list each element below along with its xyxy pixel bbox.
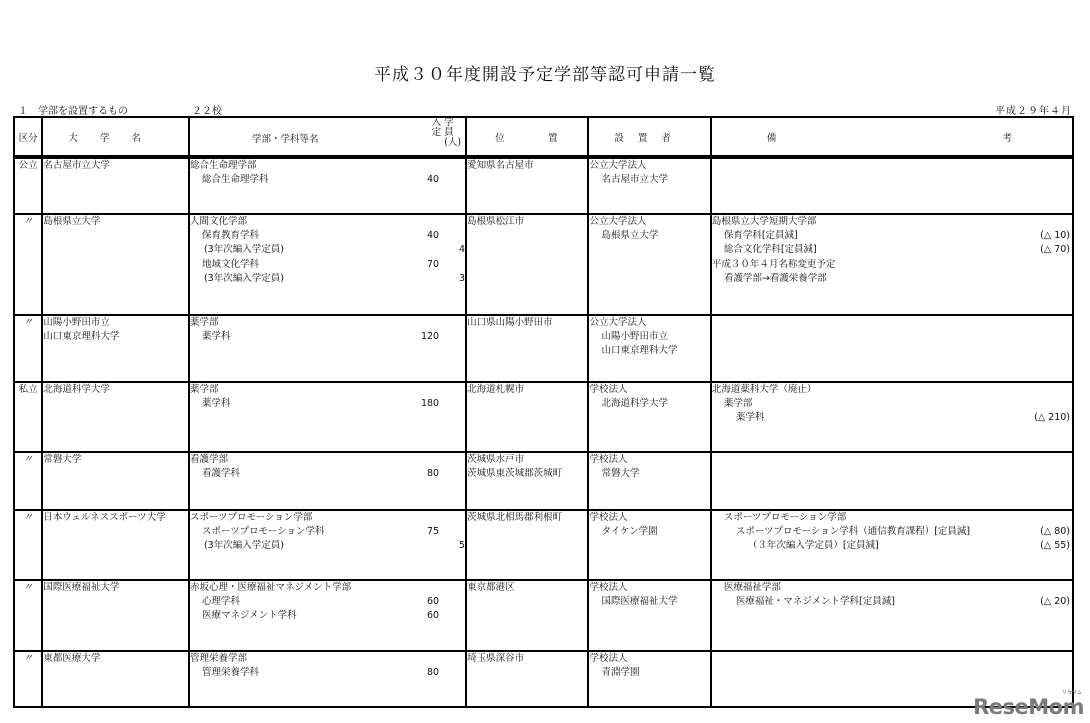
faculty-line (190, 467, 465, 481)
notes-cell (711, 452, 1073, 510)
header-faculty-label: 学部・学科等名 (251, 134, 319, 145)
enrollment-capacity: 180 (420, 398, 440, 410)
faculty-line (190, 595, 465, 609)
enrollment-capacity: 75 (427, 526, 440, 538)
note-text: 医療福祉学部 (723, 582, 781, 593)
university-cell (42, 651, 189, 707)
header-notes-b: 考 (1002, 132, 1012, 144)
faculty-line (190, 272, 465, 286)
notes-cell (711, 214, 1073, 315)
header-notes-a: 備 (766, 132, 777, 144)
enrollment-capacity: 60 (427, 610, 440, 622)
establisher-line: 常磐大学 (601, 468, 640, 480)
notes-cell (711, 157, 1073, 214)
establisher-line: 学校法人 (589, 512, 628, 523)
header-university-label: 大学名 (68, 132, 163, 144)
note-line (712, 581, 1072, 595)
note-line (712, 595, 1072, 609)
header-capacity (415, 118, 461, 148)
kubun-cell: 〃 (14, 315, 42, 382)
faculty-line (190, 383, 465, 397)
faculty-line (190, 652, 465, 666)
university-cell (42, 510, 189, 580)
header-kubun: 区分 (14, 117, 42, 157)
establisher-cell (588, 382, 710, 452)
faculty-name: 人間文化学部 (189, 216, 247, 227)
faculty-name: 薬学部 (189, 317, 219, 328)
location-cell (466, 214, 588, 315)
faculty-cell (189, 157, 466, 214)
establisher-line: 名古屋市立大学 (601, 174, 668, 186)
enrollment-capacity: 80 (427, 667, 440, 679)
faculty-cell (189, 382, 466, 452)
notes-cell (711, 580, 1073, 651)
table-row (14, 315, 1073, 382)
university-name-line: 名古屋市立大学 (43, 160, 110, 171)
capacity-reduction: (△ 20) (1040, 596, 1070, 608)
note-line (712, 243, 1072, 257)
note-line (712, 272, 1072, 286)
enrollment-capacity: 40 (427, 174, 440, 186)
establisher-line: 学校法人 (589, 454, 628, 465)
location-line: 茨城県北相馬郡利根町 (467, 512, 563, 523)
university-cell (42, 382, 189, 452)
faculty-line (190, 258, 465, 272)
note-line (712, 397, 1072, 411)
faculty-cell (189, 651, 466, 707)
establisher-cell (588, 510, 710, 580)
header-capacity-line2: 定員 (431, 127, 457, 138)
faculty-line (190, 525, 465, 539)
faculty-cell (189, 315, 466, 382)
watermark-text: ReseMom (973, 695, 1084, 719)
faculty-name: (3年次編入学定員) (203, 540, 284, 552)
university-name-line: 日本ウェルネススポーツ大学 (43, 512, 166, 523)
header-university (42, 117, 189, 157)
faculty-line (190, 243, 465, 257)
application-table (13, 116, 1074, 708)
section-label-text: １ 学部を設置するもの (18, 106, 128, 117)
header-establisher (588, 117, 710, 157)
faculty-cell (189, 510, 466, 580)
establisher-line: 国際医療福祉大学 (601, 596, 678, 608)
faculty-line (190, 453, 465, 467)
capacity-reduction: (△ 210) (1034, 412, 1070, 424)
faculty-line (190, 173, 465, 187)
faculty-cell (189, 580, 466, 651)
header-location-a: 位 (495, 132, 505, 144)
table-row (14, 510, 1073, 580)
notes-cell (711, 315, 1073, 382)
establisher-line: 島根県立大学 (601, 230, 659, 242)
header-faculty (189, 117, 466, 157)
university-cell (42, 214, 189, 315)
note-line (712, 258, 1072, 272)
faculty-name: スポーツプロモーション学科 (201, 526, 325, 538)
kubun-cell: 〃 (14, 651, 42, 707)
university-name-line: 北海道科学大学 (43, 384, 110, 395)
location-line: 東京都港区 (467, 582, 515, 593)
faculty-name: 薬学科 (201, 398, 231, 410)
location-cell (466, 157, 588, 214)
document-title: 平成３０年度開設予定学部等認可申請一覧 (374, 65, 716, 85)
notes-cell (711, 382, 1073, 452)
university-cell (42, 157, 189, 214)
establisher-line: 山陽小野田市立 (601, 331, 668, 343)
establisher-cell (588, 452, 710, 510)
location-line: 北海道札幌市 (467, 384, 525, 395)
establisher-line: 山口東京理科大学 (601, 345, 678, 357)
establisher-line: 青淵学園 (601, 667, 640, 679)
note-text: 総合文化学科[定員減] (723, 244, 817, 256)
faculty-line (190, 330, 465, 344)
establisher-line: 公立大学法人 (589, 160, 647, 171)
enrollment-capacity: 60 (427, 596, 440, 608)
kubun-cell: 公立 (14, 157, 42, 214)
university-name-line: 島根県立大学 (43, 216, 101, 227)
document-date: 平成２９年４月 (995, 106, 1072, 117)
establisher-cell (588, 580, 710, 651)
university-cell (42, 580, 189, 651)
note-text: 保育学科[定員減] (723, 230, 798, 242)
enrollment-capacity: 70 (427, 258, 440, 270)
establisher-cell (588, 157, 710, 214)
note-text: 薬学部 (723, 398, 753, 410)
faculty-name: 赤坂心理・医療福祉マネジメント学部 (189, 582, 352, 593)
location-line: 島根県松江市 (467, 216, 525, 227)
table-row (14, 580, 1073, 651)
faculty-line (190, 581, 465, 595)
capacity-reduction: (△ 10) (1040, 230, 1070, 242)
location-line: 山口県山陽小野田市 (467, 317, 553, 328)
university-cell (42, 452, 189, 510)
faculty-name: 総合生命理学科 (201, 174, 269, 186)
establisher-line: 学校法人 (589, 384, 628, 395)
enrollment-capacity: 5 (459, 540, 466, 552)
faculty-line (190, 511, 465, 525)
header-location (466, 117, 588, 157)
note-line (712, 539, 1072, 553)
capacity-reduction: (△ 55) (1040, 540, 1070, 552)
location-line: 埼玉県深谷市 (467, 653, 525, 664)
note-line (712, 383, 1072, 397)
location-line: 茨城県東茨城郡茨城町 (467, 468, 563, 480)
enrollment-capacity: 4 (459, 244, 466, 256)
note-text: （３年次編入学定員）[定員減] (747, 540, 879, 552)
table-row (14, 157, 1073, 214)
header-capacity-unit: (人) (444, 137, 462, 148)
note-line (712, 215, 1072, 229)
note-text: 看護学部→看護栄養学部 (723, 272, 827, 284)
faculty-name: 医療マネジメント学科 (201, 610, 297, 622)
location-cell (466, 580, 588, 651)
note-text: 平成３０年４月名称変更予定 (711, 258, 836, 270)
kubun-cell: 〃 (14, 452, 42, 510)
university-cell (42, 315, 189, 382)
note-line (712, 511, 1072, 525)
university-name-line: 常磐大学 (43, 454, 82, 465)
header-location-b: 置 (547, 132, 558, 144)
note-line (712, 525, 1072, 539)
capacity-reduction: (△ 70) (1040, 244, 1070, 256)
kubun-cell: 私立 (14, 382, 42, 452)
kubun-cell: 〃 (14, 214, 42, 315)
faculty-line (190, 316, 465, 330)
header-notes (711, 117, 1073, 157)
location-cell (466, 382, 588, 452)
enrollment-capacity: 80 (427, 468, 440, 480)
faculty-name: (3年次編入学定員) (203, 272, 284, 284)
location-cell (466, 510, 588, 580)
faculty-name: 総合生命理学部 (189, 160, 257, 171)
faculty-line (190, 666, 465, 680)
watermark-sup: リセマム (1062, 690, 1082, 696)
note-text: スポーツプロモーション学部 (723, 512, 847, 523)
location-line: 茨城県水戸市 (467, 454, 525, 465)
faculty-name: 心理学科 (201, 596, 240, 608)
faculty-line (190, 159, 465, 173)
establisher-line: 学校法人 (589, 653, 628, 664)
faculty-name: 地域文化学科 (201, 258, 259, 270)
enrollment-capacity: 40 (427, 230, 440, 242)
faculty-name: 管理栄養学科 (201, 667, 259, 679)
establisher-line: 公立大学法人 (589, 317, 647, 328)
capacity-reduction: (△ 80) (1040, 526, 1070, 538)
establisher-cell (588, 315, 710, 382)
enrollment-capacity: 120 (420, 331, 440, 343)
faculty-line (190, 609, 465, 623)
resemom-watermark (973, 690, 1084, 719)
faculty-name: 薬学部 (189, 384, 219, 395)
establisher-cell (588, 651, 710, 707)
note-line (712, 411, 1072, 425)
school-count: ２２校 (192, 106, 222, 117)
note-text: スポーツプロモーション学科（通信教育課程）[定員減] (735, 526, 971, 538)
faculty-name: スポーツプロモーション学部 (189, 512, 313, 523)
establisher-line: 学校法人 (589, 582, 628, 593)
faculty-line (190, 539, 465, 553)
university-name-line: 山口東京理科大学 (43, 331, 120, 343)
faculty-name: 看護学部 (189, 454, 228, 465)
university-name-line: 東都医療大学 (43, 653, 101, 664)
faculty-cell (189, 452, 466, 510)
faculty-name: 看護学科 (201, 468, 240, 480)
table-row (14, 382, 1073, 452)
note-text: 薬学科 (735, 412, 765, 424)
table-body (14, 157, 1073, 707)
note-line (712, 229, 1072, 243)
notes-cell (711, 510, 1073, 580)
faculty-name: (3年次編入学定員) (203, 244, 284, 256)
faculty-cell (189, 214, 466, 315)
establisher-cell (588, 214, 710, 315)
faculty-line (190, 229, 465, 243)
faculty-name: 薬学科 (201, 331, 231, 343)
header-establisher-label: 設置者 (614, 132, 685, 144)
note-text: 医療福祉・マネジメント学科[定員減] (735, 596, 895, 608)
faculty-line (190, 397, 465, 411)
establisher-line: 北海道科学大学 (601, 398, 668, 410)
establisher-line: 公立大学法人 (589, 216, 647, 227)
table-row (14, 651, 1073, 707)
establisher-line: タイケン学園 (601, 526, 658, 538)
location-cell (466, 651, 588, 707)
note-text: 北海道薬科大学（廃止） (711, 384, 817, 395)
location-line: 愛知県名古屋市 (467, 160, 534, 171)
enrollment-capacity: 3 (459, 272, 466, 284)
university-name-line: 国際医療福祉大学 (43, 582, 120, 593)
note-text: 島根県立大学短期大学部 (711, 216, 817, 227)
kubun-cell: 〃 (14, 580, 42, 651)
faculty-line (190, 215, 465, 229)
header-row (14, 117, 1073, 157)
university-name-line: 山陽小野田市立 (43, 317, 110, 328)
section-label (18, 102, 222, 117)
kubun-cell: 〃 (14, 510, 42, 580)
table-row (14, 214, 1073, 315)
table-row (14, 452, 1073, 510)
faculty-name: 管理栄養学部 (189, 653, 247, 664)
location-cell (466, 452, 588, 510)
header-capacity-line1: 入学 (431, 117, 457, 128)
faculty-name: 保育教育学科 (201, 230, 259, 242)
location-cell (466, 315, 588, 382)
